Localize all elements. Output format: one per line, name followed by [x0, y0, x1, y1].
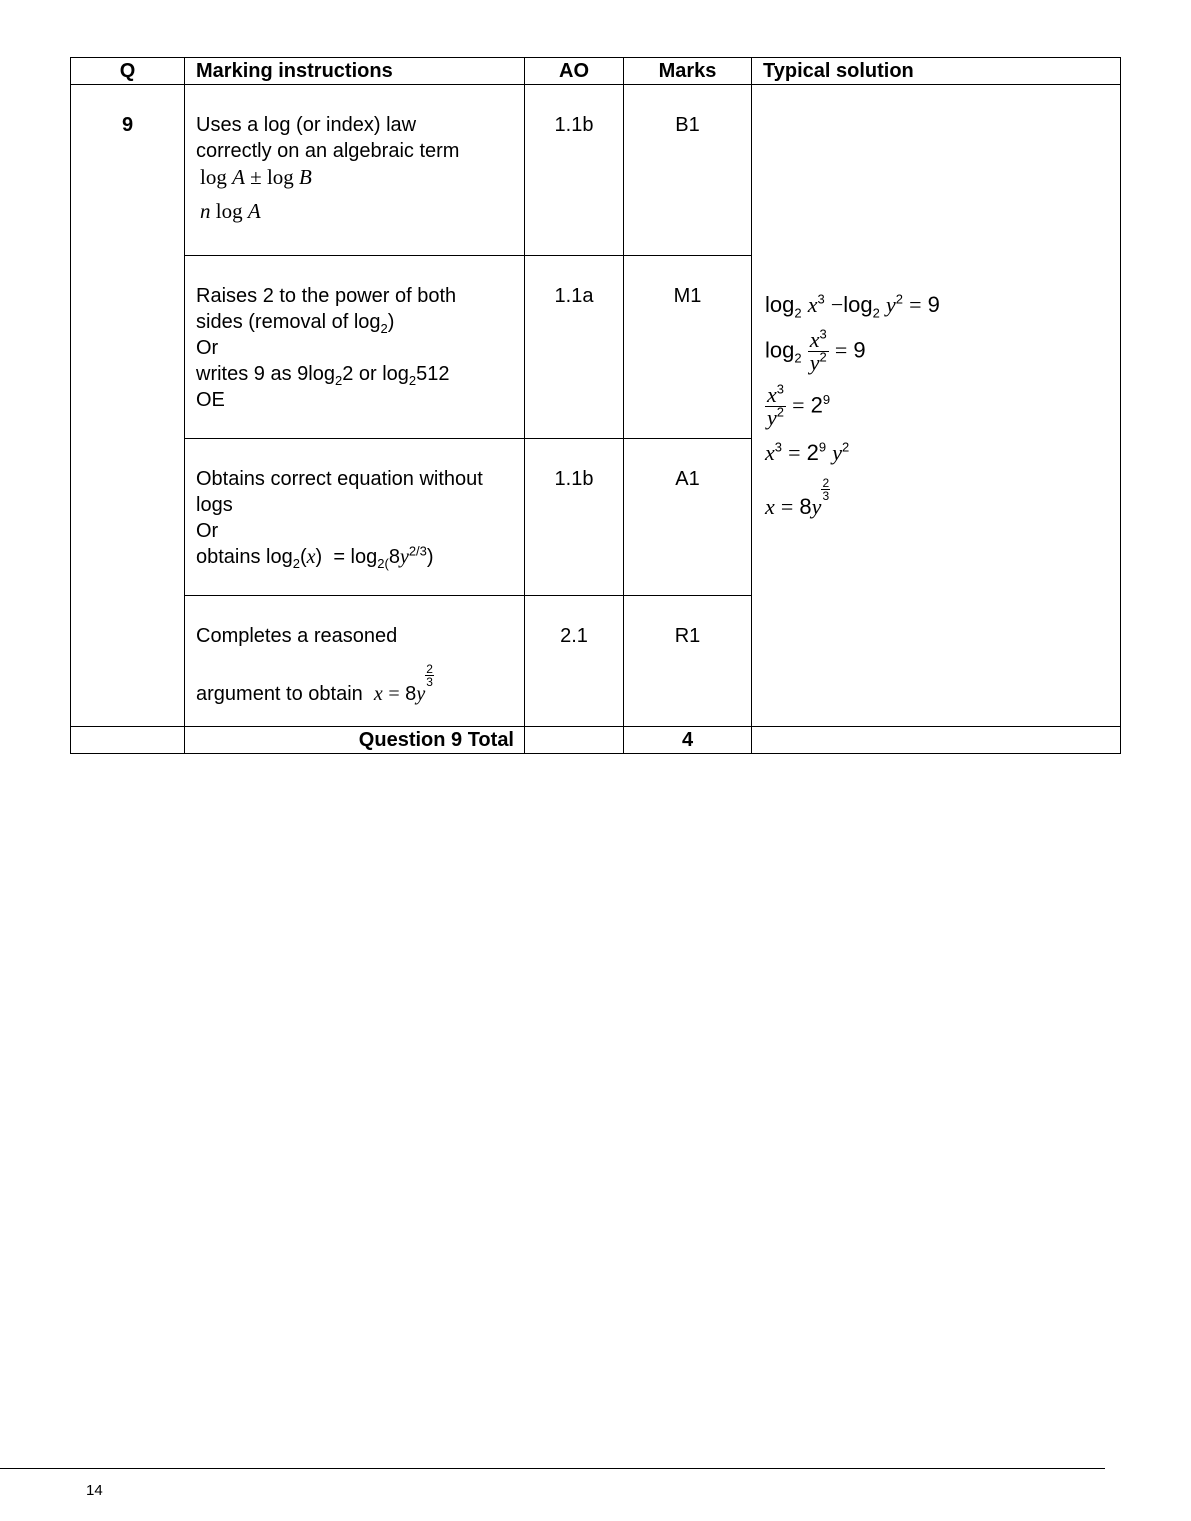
instruction-line: sides (removal of $\log_2$) — [196, 311, 395, 336]
instruction-line: writes 9 as $9\log_22$ or $\log_2512$ — [196, 363, 450, 388]
question-number: 9 — [71, 85, 185, 727]
instruction-line: argument to obtain x = 8y $\frac{2}{3}$ — [196, 662, 433, 705]
solution-step: $\log_2 x^3 -\log_2$ $y^2 = 9$ — [765, 291, 940, 320]
total-empty-cell — [525, 727, 624, 754]
header-row — [71, 58, 1121, 85]
total-row — [71, 727, 1121, 754]
footer-divider — [0, 1468, 1105, 1469]
instruction-line: Uses a log (or index) law — [196, 114, 417, 136]
instruction-line: obtains $\log_2(x) = \log_{2(}8y^{2/3}$) — [196, 543, 434, 571]
mark-cell: B1 — [624, 85, 752, 256]
table-row — [71, 85, 1121, 256]
mark-cell: A1 — [624, 439, 752, 596]
instruction-line: Raises 2 to the power of both — [196, 285, 457, 307]
solution-step: $x^3 = 2^9$ $y^2$ — [765, 439, 850, 465]
header-typical-solution: Typical solution — [752, 58, 1121, 85]
instruction-cell — [185, 439, 525, 596]
total-empty-cell — [752, 727, 1121, 754]
instruction-line: Obtains correct equation without — [196, 468, 483, 490]
page-number: 14 — [86, 1482, 103, 1499]
instruction-line: logs — [196, 494, 233, 516]
ao-cell: 1.1b — [525, 85, 624, 256]
instruction-cell — [185, 256, 525, 439]
solution-step: $\frac{x^3}{y^2}$ = $2^9$ — [767, 381, 831, 430]
instruction-line: OE — [196, 389, 225, 411]
ao-cell: 1.1a — [525, 256, 624, 439]
question-total-marks: 4 — [624, 727, 752, 754]
instruction-line: correctly on an algebraic term — [196, 140, 460, 162]
instruction-line: Completes a reasoned — [196, 625, 398, 647]
instruction-line: Or — [196, 520, 219, 542]
instruction-line: Or — [196, 337, 219, 359]
log-law-power: n log A — [200, 199, 261, 223]
header-marks: Marks — [624, 58, 752, 85]
log-law-sum: log A ± log B — [200, 165, 312, 189]
mark-scheme-table — [70, 57, 1121, 754]
instruction-cell — [185, 85, 525, 256]
header-q: Q — [71, 58, 185, 85]
instruction-cell — [185, 596, 525, 727]
question-total-label: Question 9 Total — [185, 727, 525, 754]
header-ao: AO — [525, 58, 624, 85]
solution-step: x = 8y $\frac{2}{3}$ — [765, 475, 830, 519]
header-marking-instructions: Marking instructions — [185, 58, 525, 85]
ao-cell: 1.1b — [525, 439, 624, 596]
typical-solution-cell — [752, 85, 1121, 727]
ao-cell: 2.1 — [525, 596, 624, 727]
solution-step: $\log_2$ $\frac{x^3}{y^2}$ = 9 — [765, 326, 866, 375]
total-empty-cell — [71, 727, 185, 754]
mark-cell: R1 — [624, 596, 752, 727]
mark-cell: M1 — [624, 256, 752, 439]
